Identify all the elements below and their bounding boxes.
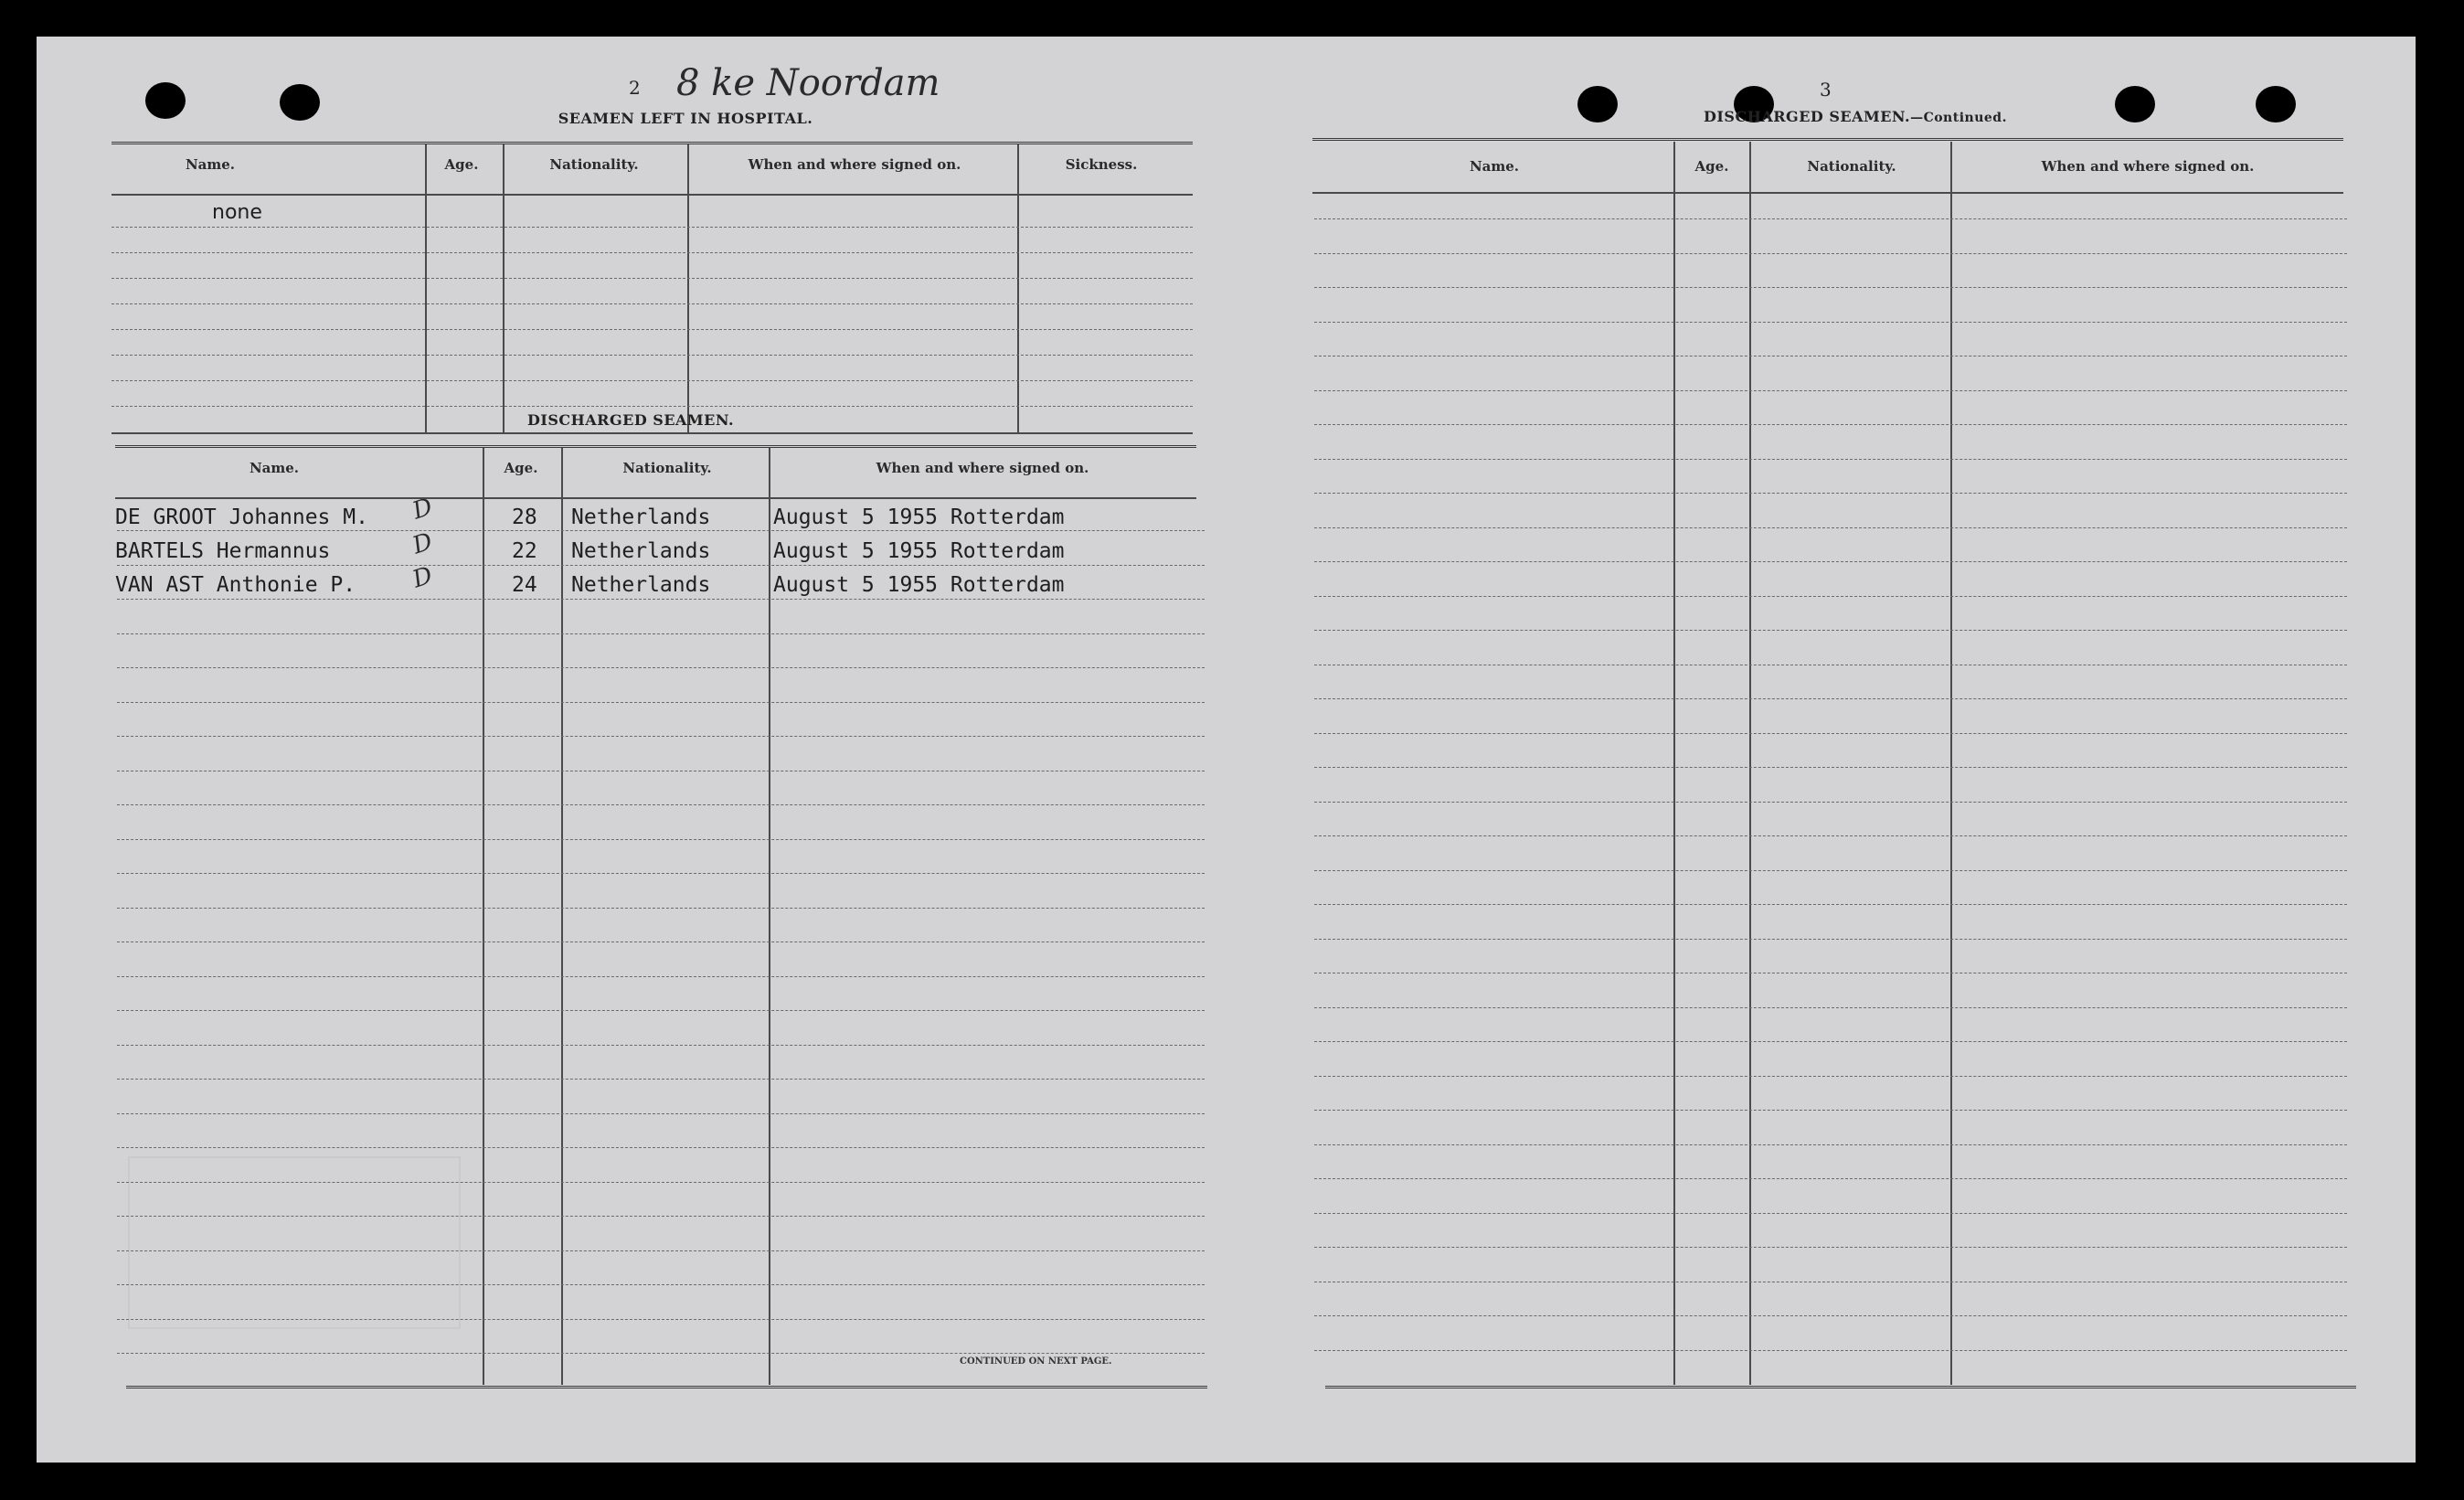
dotted-line bbox=[117, 1353, 1205, 1354]
dotted-line bbox=[1314, 561, 2347, 562]
col-age-header: Age. bbox=[444, 156, 479, 173]
dotted-line bbox=[112, 380, 1193, 381]
col-nationality-header: Nationality. bbox=[549, 156, 639, 173]
title-continued: —Continued. bbox=[1910, 111, 2007, 125]
dotted-line bbox=[1314, 904, 2347, 905]
punch-hole bbox=[145, 82, 186, 119]
dotted-line bbox=[1314, 767, 2347, 768]
dotted-line bbox=[1314, 1350, 2347, 1351]
dotted-line bbox=[1314, 459, 2347, 460]
dotted-line bbox=[117, 1045, 1205, 1046]
title-main: DISCHARGED SEAMEN. bbox=[1704, 108, 1911, 125]
dotted-line bbox=[112, 406, 1193, 407]
seaman-signed-on: August 5 1955 Rotterdam bbox=[773, 505, 1065, 529]
col-divider bbox=[503, 144, 504, 432]
dotted-line bbox=[117, 839, 1205, 840]
page-number-left: 2 bbox=[629, 77, 641, 99]
rule bbox=[112, 432, 1193, 434]
dotted-line bbox=[1314, 253, 2347, 254]
col-divider bbox=[769, 448, 770, 1385]
dotted-line bbox=[117, 1079, 1205, 1080]
dotted-line bbox=[1314, 493, 2347, 494]
discharge-mark: D bbox=[409, 493, 436, 526]
dotted-line bbox=[1314, 802, 2347, 803]
dotted-line bbox=[117, 736, 1205, 737]
seaman-signed-on: August 5 1955 Rotterdam bbox=[773, 573, 1065, 597]
seaman-name: DE GROOT Johannes M. bbox=[115, 505, 368, 529]
hospital-section-title: SEAMEN LEFT IN HOSPITAL. bbox=[558, 110, 813, 127]
rule bbox=[1312, 192, 2343, 194]
col-sickness-header: Sickness. bbox=[1065, 156, 1138, 173]
punch-hole bbox=[2256, 86, 2296, 122]
seaman-nationality: Netherlands bbox=[571, 505, 711, 529]
punch-hole bbox=[280, 84, 320, 121]
dotted-line bbox=[1314, 322, 2347, 323]
col-divider bbox=[1950, 142, 1952, 1385]
hospital-entry-none: none bbox=[212, 201, 262, 224]
rule bbox=[126, 1386, 1207, 1390]
dotted-line bbox=[117, 1113, 1205, 1114]
dotted-line bbox=[117, 908, 1205, 909]
dotted-line bbox=[1314, 733, 2347, 734]
dotted-line bbox=[117, 702, 1205, 703]
dotted-line bbox=[1314, 527, 2347, 528]
seaman-age: 24 bbox=[512, 573, 537, 597]
dotted-line bbox=[1314, 596, 2347, 597]
col-signed-on-header: When and where signed on. bbox=[876, 460, 1089, 476]
dotted-line bbox=[1314, 390, 2347, 391]
handwritten-ship-name: 8 ke Noordam bbox=[676, 62, 940, 104]
col-name-header: Name. bbox=[249, 460, 300, 476]
continued-note: CONTINUED ON NEXT PAGE. bbox=[960, 1356, 1112, 1367]
dotted-line bbox=[1314, 1315, 2347, 1316]
col-divider bbox=[1749, 142, 1751, 1385]
punch-hole bbox=[1577, 86, 1618, 122]
rule bbox=[1325, 1386, 2356, 1390]
col-divider bbox=[1017, 144, 1019, 432]
col-divider bbox=[1673, 142, 1675, 1385]
seaman-age: 22 bbox=[512, 539, 537, 563]
col-name-header: Name. bbox=[185, 156, 236, 173]
dotted-line bbox=[1314, 1110, 2347, 1111]
dotted-line bbox=[1314, 1041, 2347, 1042]
col-signed-on-header: When and where signed on. bbox=[748, 156, 961, 173]
seaman-age: 28 bbox=[512, 505, 537, 529]
col-signed-on-header: When and where signed on. bbox=[2041, 158, 2255, 175]
dotted-line bbox=[1314, 1007, 2347, 1008]
dotted-line bbox=[112, 252, 1193, 253]
discharged-continued-title bbox=[1663, 108, 2047, 125]
dotted-line bbox=[1314, 870, 2347, 871]
col-name-header: Name. bbox=[1469, 158, 1520, 175]
dotted-line bbox=[1314, 835, 2347, 836]
col-divider bbox=[561, 448, 563, 1385]
discharge-mark: D bbox=[409, 527, 436, 560]
discharged-section-title: DISCHARGED SEAMEN. bbox=[526, 411, 735, 429]
dotted-line bbox=[1314, 424, 2347, 425]
dotted-line bbox=[117, 667, 1205, 668]
punch-hole bbox=[2115, 86, 2155, 122]
dotted-line bbox=[1314, 218, 2347, 219]
col-nationality-header: Nationality. bbox=[1807, 158, 1896, 175]
form-sheet bbox=[37, 37, 2416, 1463]
dotted-line bbox=[117, 530, 1205, 531]
dotted-line bbox=[1314, 698, 2347, 699]
rule bbox=[112, 142, 1193, 146]
dotted-line bbox=[1314, 1144, 2347, 1145]
dotted-line bbox=[117, 633, 1205, 634]
dotted-line bbox=[1314, 1247, 2347, 1248]
rule bbox=[1312, 138, 2343, 143]
seaman-name: BARTELS Hermannus bbox=[115, 539, 331, 563]
dotted-line bbox=[117, 941, 1205, 942]
dotted-line bbox=[1314, 1213, 2347, 1214]
rule bbox=[115, 445, 1196, 450]
col-age-header: Age. bbox=[504, 460, 538, 476]
dotted-line bbox=[117, 599, 1205, 600]
col-divider bbox=[425, 144, 427, 432]
discharge-mark: D bbox=[409, 561, 436, 594]
col-divider bbox=[687, 144, 689, 432]
dotted-line bbox=[112, 329, 1193, 330]
dotted-line bbox=[1314, 939, 2347, 940]
rule bbox=[115, 497, 1196, 499]
col-age-header: Age. bbox=[1694, 158, 1729, 175]
dotted-line bbox=[117, 565, 1205, 566]
faded-stamp bbox=[128, 1156, 461, 1329]
dotted-line bbox=[1314, 1178, 2347, 1179]
rule bbox=[112, 194, 1193, 196]
col-nationality-header: Nationality. bbox=[622, 460, 712, 476]
seaman-name: VAN AST Anthonie P. bbox=[115, 573, 356, 597]
col-divider bbox=[483, 448, 484, 1385]
dotted-line bbox=[117, 804, 1205, 805]
dotted-line bbox=[1314, 1076, 2347, 1077]
dotted-line bbox=[112, 278, 1193, 279]
dotted-line bbox=[117, 1010, 1205, 1011]
seaman-nationality: Netherlands bbox=[571, 573, 711, 597]
dotted-line bbox=[1314, 630, 2347, 631]
dotted-line bbox=[112, 355, 1193, 356]
dotted-line bbox=[112, 227, 1193, 228]
seaman-signed-on: August 5 1955 Rotterdam bbox=[773, 539, 1065, 563]
dotted-line bbox=[117, 873, 1205, 874]
dotted-line bbox=[117, 1147, 1205, 1148]
page-number-right: 3 bbox=[1820, 79, 1832, 101]
seaman-nationality: Netherlands bbox=[571, 539, 711, 563]
dotted-line bbox=[117, 976, 1205, 977]
dotted-line bbox=[112, 303, 1193, 304]
dotted-line bbox=[1314, 287, 2347, 288]
